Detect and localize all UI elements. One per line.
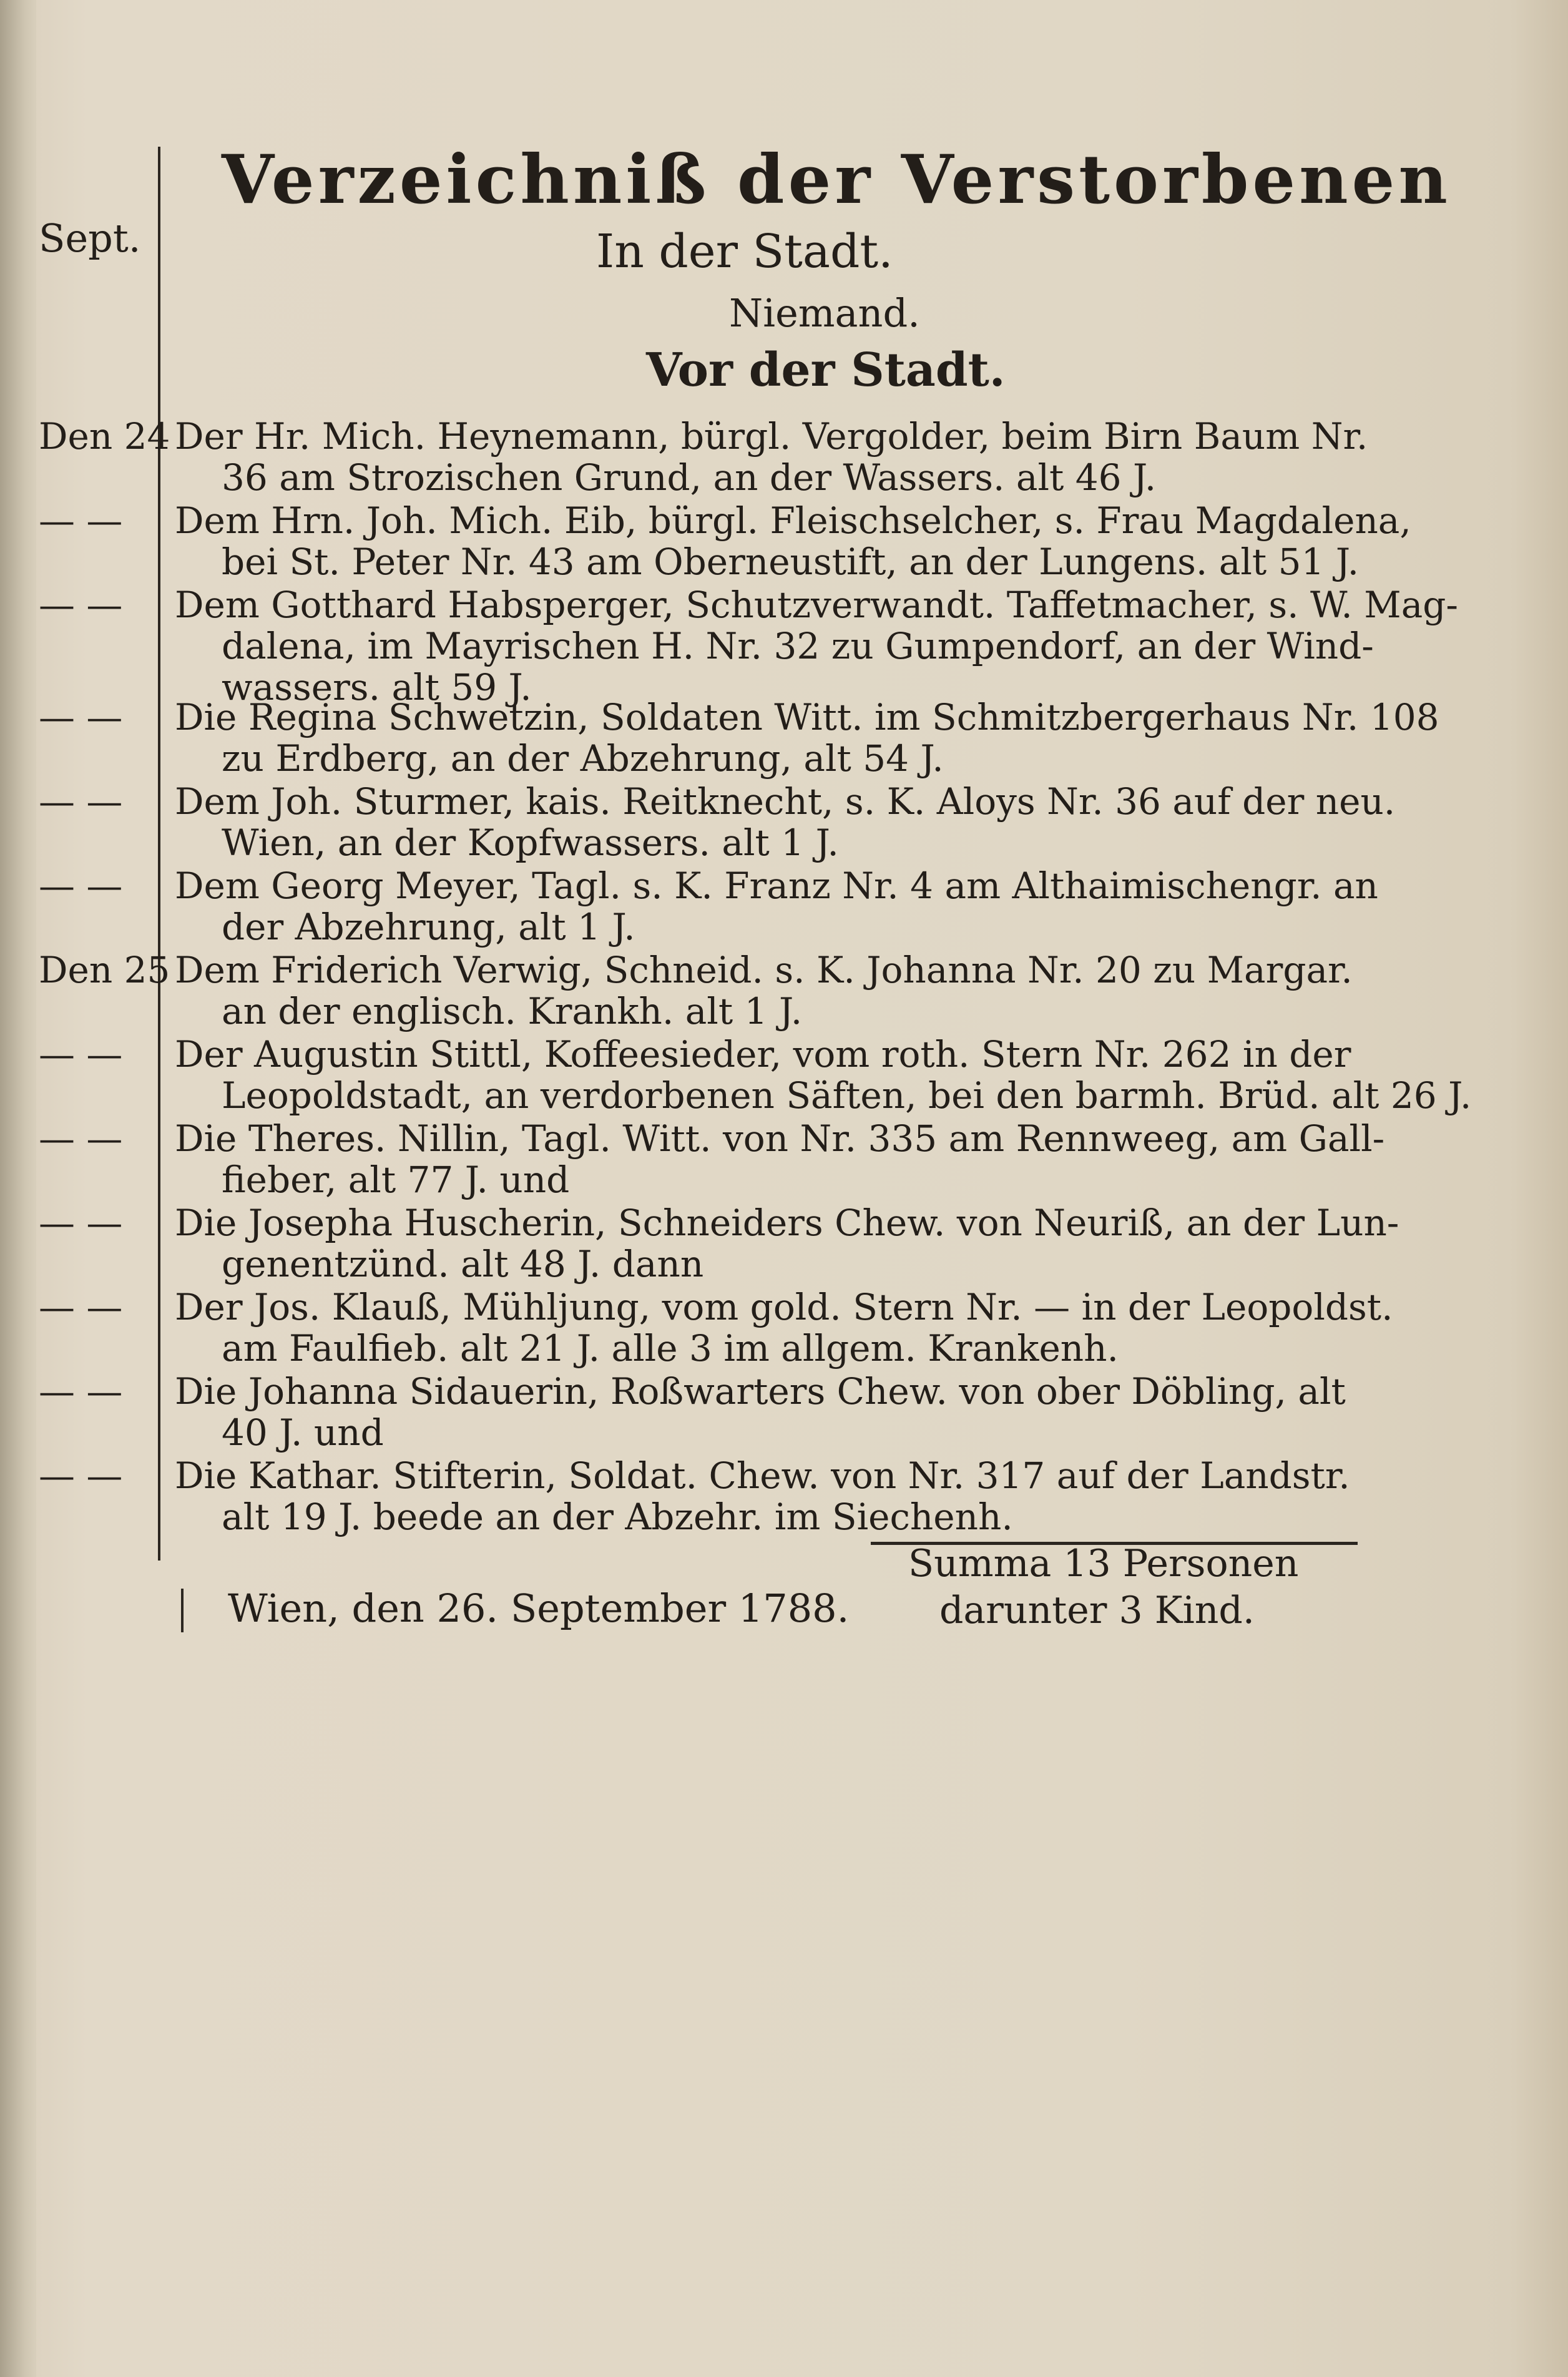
entry-line: Der Hr. Mich. Heynemann, bürgl. Vergolder, beim Birn Baum Nr. <box>175 415 1368 458</box>
entry-date: — — <box>39 1286 123 1328</box>
entry-line: Dem Georg Meyer, Tagl. s. K. Franz Nr. 4 am Althaimischengr. an <box>175 865 1378 907</box>
entry-date: — — <box>39 696 123 738</box>
entry-line: am Faulfieb. alt 21 J. alle 3 im allgem. Krankenh. <box>222 1327 1119 1370</box>
section-heading-city: In der Stadt. <box>596 225 893 278</box>
entry-line: 40 J. und <box>222 1411 384 1454</box>
margin-rule <box>158 147 160 1561</box>
entry-date: Den 25 <box>39 949 170 991</box>
entry-line: Dem Friderich Verwig, Schneid. s. K. Johanna Nr. 20 zu Margar. <box>175 949 1353 991</box>
entry-line: zu Erdberg, an der Abzehrung, alt 54 J. <box>222 737 944 780</box>
entry-line: dalena, im Mayrischen H. Nr. 32 zu Gumpendorf, an der Wind- <box>222 625 1374 667</box>
entry-date: — — <box>39 1370 123 1413</box>
entry-line: 36 am Strozischen Grund, an der Wassers. alt 46 J. <box>222 456 1157 499</box>
entry-date: — — <box>39 499 123 542</box>
entry-line: alt 19 J. beede an der Abzehr. im Siechenh. <box>222 1496 1013 1538</box>
entry-date: — — <box>39 1117 123 1160</box>
section-heading-suburb: Vor der Stadt. <box>646 343 1006 397</box>
entry-line: genentzünd. alt 48 J. dann <box>222 1243 704 1285</box>
entry-line: fieber, alt 77 J. und <box>222 1159 570 1201</box>
entry-line: Wien, an der Kopfwassers. alt 1 J. <box>222 821 839 864</box>
entry-date: — — <box>39 780 123 823</box>
entry-date: Den 24 <box>39 415 170 458</box>
entry-line: Dem Joh. Sturmer, kais. Reitknecht, s. K. Aloys Nr. 36 auf der neu. <box>175 780 1396 823</box>
footer-date: Wien, den 26. September 1788. <box>228 1585 850 1631</box>
entry-line: wassers. alt 59 J. <box>222 666 532 708</box>
entry-date: — — <box>39 1454 123 1497</box>
entry-line: bei St. Peter Nr. 43 am Oberneustift, an der Lungens. alt 51 J. <box>222 541 1360 583</box>
entry-date: — — <box>39 1202 123 1244</box>
month-label: Sept. <box>39 215 141 261</box>
entry-date: — — <box>39 1033 123 1076</box>
entry-line: Die Kathar. Stifterin, Soldat. Chew. von Nr. 317 auf der Landstr. <box>175 1454 1350 1497</box>
entry-line: Die Johanna Sidauerin, Roßwarters Chew. von ober Döbling, alt <box>175 1370 1346 1413</box>
entry-line: der Abzehrung, alt 1 J. <box>222 906 635 948</box>
entry-date: — — <box>39 584 123 626</box>
summary-total: Summa 13 Personen <box>908 1542 1299 1585</box>
entry-line: an der englisch. Krankh. alt 1 J. <box>222 990 803 1032</box>
summary-children: darunter 3 Kind. <box>939 1589 1255 1632</box>
entry-line: Die Theres. Nillin, Tagl. Witt. von Nr. 335 am Rennweeg, am Gall- <box>175 1117 1385 1160</box>
page-title: Verzeichniß der Verstorbenen <box>222 140 1451 219</box>
entry-line: Die Regina Schwetzin, Soldaten Witt. im Schmitzbergerhaus Nr. 108 <box>175 696 1439 738</box>
footer-rule <box>181 1589 184 1632</box>
entry-line: Dem Hrn. Joh. Mich. Eib, bürgl. Fleischselcher, s. Frau Magdalena, <box>175 499 1411 542</box>
entry-line: Dem Gotthard Habsperger, Schutzverwandt. Taffetmacher, s. W. Mag- <box>175 584 1458 626</box>
entry-line: Der Augustin Stittl, Koffeesieder, vom roth. Stern Nr. 262 in der <box>175 1033 1351 1076</box>
book-binding-edge <box>0 0 36 2377</box>
entry-line: Der Jos. Klauß, Mühljung, vom gold. Stern Nr. — in der Leopoldst. <box>175 1286 1393 1328</box>
entry-line: Die Josepha Huscherin, Schneiders Chew. von Neuriß, an der Lun- <box>175 1202 1399 1244</box>
city-none: Niemand. <box>729 290 920 336</box>
entry-line: Leopoldstadt, an verdorbenen Säften, bei den barmh. Brüd. alt 26 J. <box>222 1074 1472 1117</box>
entry-date: — — <box>39 865 123 907</box>
